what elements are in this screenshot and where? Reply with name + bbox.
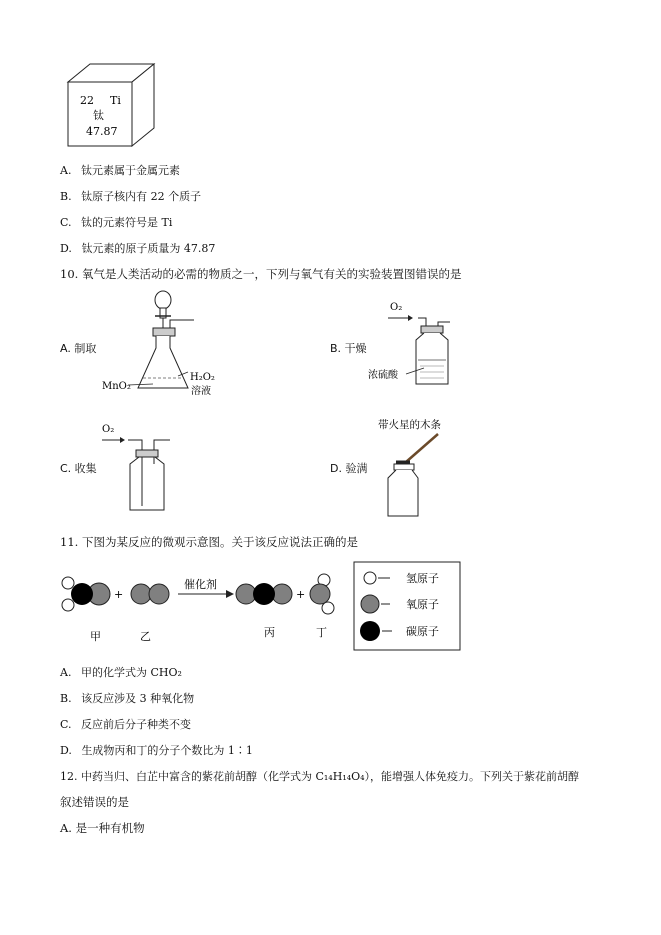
- molecule-yi: [131, 584, 169, 604]
- option-text: 生成物丙和丁的分子个数比为 1∶1: [81, 744, 253, 757]
- atom-legend: [354, 562, 460, 650]
- option-text: 钛元素属于金属元素: [80, 164, 180, 177]
- option-letter: C.: [60, 718, 72, 731]
- catalyst-label: 催化剂: [184, 578, 217, 591]
- label-glowing-splint: 带火星的木条: [378, 419, 441, 431]
- apparatus-drying-bottle: [366, 298, 466, 390]
- q9-option-d: [60, 240, 215, 256]
- q12-stem-line1: 12. 中药当归、白芷中富含的紫花前胡醇（化学式为 C₁₄H₁₄O₄），能增强人体免疫力。下列关于紫花前胡醇: [60, 770, 580, 783]
- apparatus-collection-bottle: [98, 420, 198, 514]
- label-mno2: MnO₂: [102, 381, 131, 392]
- atomic-number: 22: [80, 94, 94, 107]
- label-solution: 溶液: [191, 386, 211, 397]
- legend-oxygen: 氧原子: [406, 598, 439, 611]
- q11-option-c: [60, 716, 191, 732]
- label-o2-c: O₂: [102, 424, 115, 435]
- apparatus-oxygen-generation: [98, 288, 228, 400]
- option-text: 反应前后分子种类不变: [81, 718, 192, 731]
- q10-option-b-label: B. 干燥: [330, 342, 367, 355]
- species-jia: 甲: [90, 630, 101, 643]
- q11-option-d: [60, 742, 253, 758]
- option-letter: D.: [60, 242, 72, 255]
- molecule-ding: [310, 574, 334, 614]
- option-letter: A.: [60, 164, 72, 177]
- legend-hydrogen: 氢原子: [406, 572, 439, 585]
- plus-sign: +: [114, 588, 124, 601]
- q10-option-d-label: D. 验满: [330, 462, 368, 475]
- label-h2o2: H₂O₂: [190, 372, 215, 383]
- element-symbol: Ti: [110, 94, 121, 107]
- molecule-bing: [236, 583, 292, 605]
- q10-option-a-label: A. 制取: [60, 342, 97, 355]
- option-letter: B.: [60, 692, 72, 705]
- q11-option-a: [60, 664, 182, 680]
- q10-stem: 10. 氧气是人类活动的必需的物质之一，下列与氧气有关的实验装置图错误的是: [60, 267, 462, 281]
- q10-option-c-label: C. 收集: [60, 462, 97, 475]
- species-bing: 丙: [264, 626, 275, 639]
- option-letter: A.: [60, 666, 72, 679]
- option-letter: B.: [60, 190, 72, 203]
- label-conc-sulfuric: 浓硫酸: [368, 370, 398, 381]
- option-text: 钛的元素符号是 Ti: [81, 216, 173, 229]
- q11-option-b: [60, 690, 194, 706]
- legend-carbon: 碳原子: [406, 625, 439, 638]
- label-o2-b: O₂: [390, 302, 403, 313]
- option-text: 该反应涉及 3 种氧化物: [81, 692, 195, 705]
- option-text: 钛原子核内有 22 个质子: [81, 190, 202, 203]
- atomic-mass: 47.87: [86, 125, 118, 138]
- element-name: 钛: [93, 109, 104, 122]
- plus-sign: +: [296, 588, 306, 601]
- option-letter: D.: [60, 744, 72, 757]
- titanium-element-card: [60, 60, 160, 150]
- species-yi: 乙: [140, 630, 151, 643]
- molecule-jia: [62, 577, 110, 611]
- q9-option-a: [60, 162, 180, 178]
- q9-option-b: [60, 188, 201, 204]
- option-letter: C.: [60, 216, 72, 229]
- species-ding: 丁: [316, 626, 327, 639]
- q12-option-a: A. 是一种有机物: [60, 821, 145, 835]
- q11-stem: 11. 下图为某反应的微观示意图。关于该反应说法正确的是: [60, 535, 358, 549]
- apparatus-full-check: [370, 414, 470, 520]
- q9-option-c: [60, 214, 172, 230]
- option-text: 钛元素的原子质量为 47.87: [81, 242, 216, 255]
- reaction-diagram: [56, 558, 466, 654]
- q12-stem-line2: 叙述错误的是: [60, 795, 129, 809]
- option-text: 甲的化学式为 CHO₂: [80, 666, 182, 679]
